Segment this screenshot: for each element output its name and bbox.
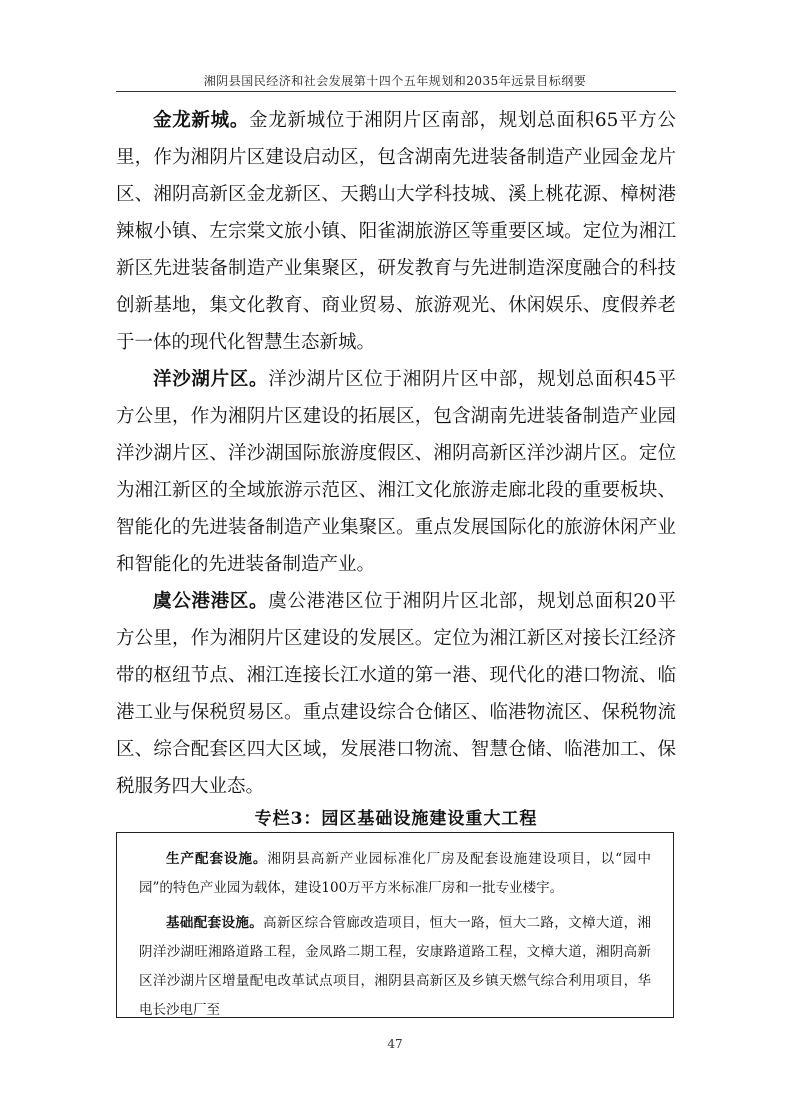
paragraph-text: 金龙新城位于湘阴片区南部，规划总面积65平方公里，作为湘阴片区建设启动区，包含湖南先进装备制造产业园金龙片区、湘阴高新区金龙新区、天鹅山大学科技城、溪上桃花源、樟树港辣椒小镇、左宗棠文旅小镇、阳雀湖旅游区等重要区域。定位为湘江新区先进装备制造产业集聚区，研发教育与先进制造深度融合的科技创新基地，集文化教育、商业贸易、旅游观光、休闲娱乐、度假养老于一体的现代化智慧生态新城。 bbox=[116, 110, 676, 353]
column-item bbox=[139, 845, 651, 903]
paragraph-jinlong bbox=[116, 102, 676, 361]
paragraph-text: 虞公港港区位于湘阴片区北部，规划总面积20平方公里，作为湘阴片区建设的发展区。定位为湘江新区对接长江经济带的枢纽节点、湘江连接长江水道的第一港、现代化的港口物流、临港工业与保税贸易区。重点建设综合仓储区、临港物流区、保税物流区、综合配套区四大区域，发展港口物流、智慧仓储、临港加工、保税服务四大业态。 bbox=[116, 591, 676, 797]
paragraph-lead: 虞公港港区。 bbox=[153, 591, 269, 612]
header-divider bbox=[116, 91, 676, 92]
paragraph-text: 洋沙湖片区位于湘阴片区中部，规划总面积45平方公里，作为湘阴片区建设的拓展区，包含湖南先进装备制造产业园洋沙湖片区、洋沙湖国际旅游度假区、湘阴高新区洋沙湖片区。定位为湘江新区的全域旅游示范区、湘江文化旅游走廊北段的重要板块、智能化的先进装备制造产业集聚区。重点发展国际化的旅游休闲产业和智能化的先进装备制造产业。 bbox=[116, 369, 676, 575]
paragraph-yangshahu bbox=[116, 361, 676, 583]
paragraph-lead: 金龙新城。 bbox=[153, 110, 250, 131]
paragraph-yugonggang bbox=[116, 583, 676, 805]
main-body bbox=[116, 102, 676, 805]
page-number: 47 bbox=[387, 1037, 403, 1051]
column-box bbox=[116, 832, 674, 1018]
column-item bbox=[139, 909, 651, 1018]
column-title: 专栏3：园区基础设施建设重大工程 bbox=[254, 809, 538, 829]
column-item-lead: 基础配套设施。 bbox=[166, 915, 264, 931]
paragraph-lead: 洋沙湖片区。 bbox=[153, 369, 269, 390]
running-header: 湘阴县国民经济和社会发展第十四个五年规划和2035年远景目标纲要 bbox=[203, 74, 587, 88]
column-content bbox=[117, 833, 673, 1018]
column-item-text: 高新区综合管廊改造项目，恒大一路，恒大二路，文樟大道，湘阴洋沙湖旺湘路道路工程，金凤路二期工程，安康路道路工程，文樟大道，湘阴高新区洋沙湖片区增量配电改革试点项目，湘阴县高新区及乡镇天燃气综合利用项目，华电长沙电厂至 bbox=[139, 915, 652, 1018]
column-item-lead: 生产配套设施。 bbox=[166, 851, 268, 867]
column-item-text: 湘阴县高新产业园标准化厂房及配套设施建设项目，以“园中园”的特色产业园为载体，建设100万平方米标准厂房和一批专业楼宇。 bbox=[139, 851, 652, 896]
